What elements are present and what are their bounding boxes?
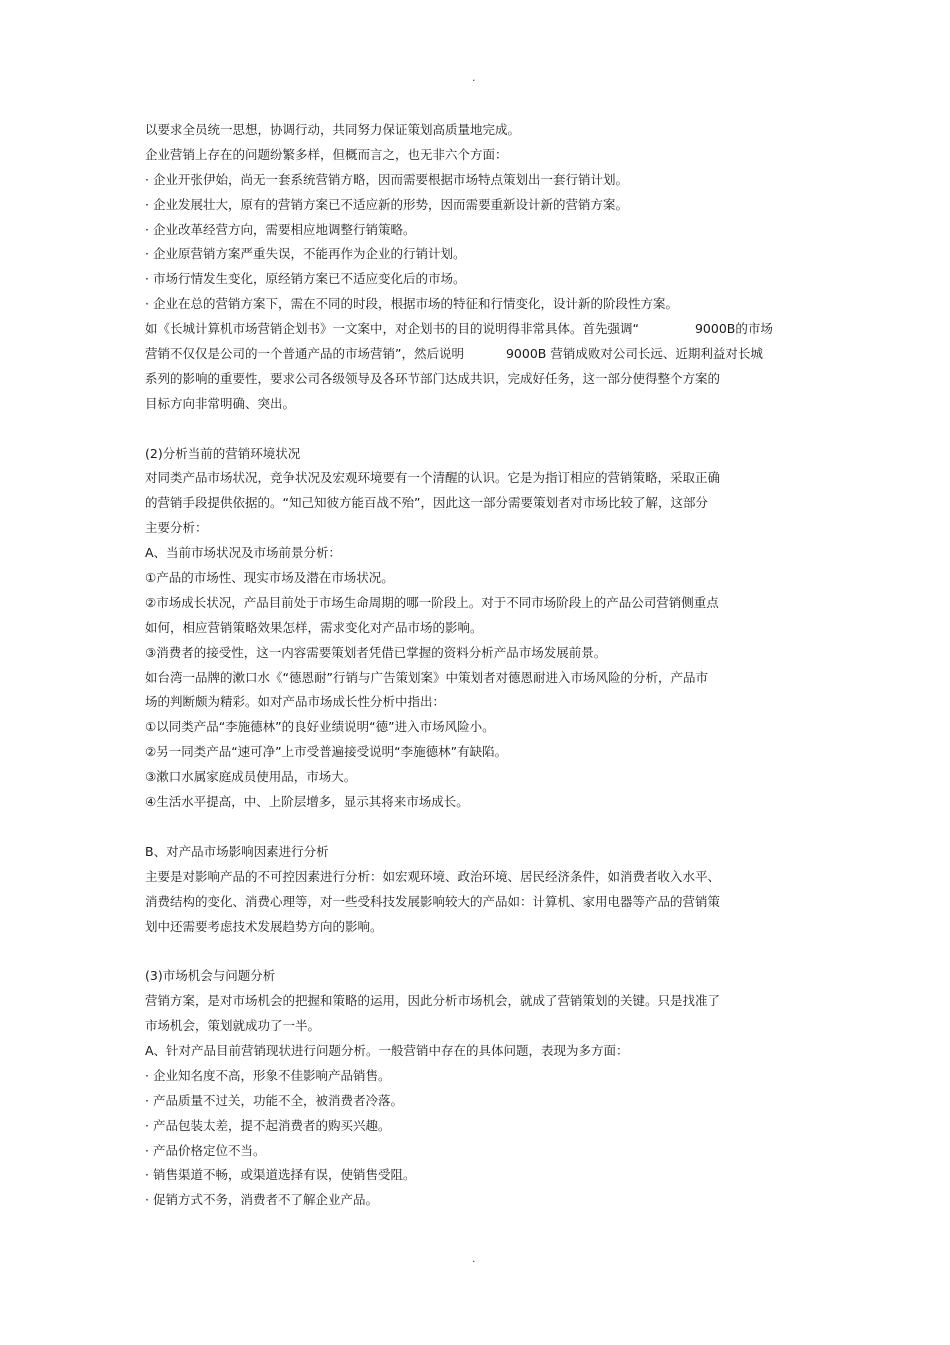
- paragraph-line: [145, 342, 825, 367]
- numbered-item: ①产品的市场性、现实市场及潜在市场状况。: [145, 570, 394, 586]
- numbered-item: ③漱口水属家庭成员使用品，市场大。: [145, 769, 357, 785]
- numbered-item: ④生活水平提高，中、上阶层增多，显示其将来市场成长。: [145, 794, 469, 810]
- numbered-item: ②市场成长状况，产品目前处于市场生命周期的哪一阶段上。对于不同市场阶段上的产品公司营销侧重点: [145, 594, 719, 610]
- bullet-item: · 企业知名度不高，形象不佳影响产品销售。: [145, 1067, 391, 1083]
- paragraph-line: 场的判断颇为精彩。如对产品市场成长性分析中指出：: [145, 694, 446, 710]
- subsection-heading: A、针对产品目前营销现状进行问题分析。一般营销中存在的具体问题，表现为多方面：: [145, 1042, 629, 1058]
- paragraph-line: 目标方向非常明确、突出。: [145, 395, 296, 411]
- bullet-item: · 促销方式不务，消费者不了解企业产品。: [145, 1192, 378, 1208]
- bullet-item: · 企业开张伊始，尚无一套系统营销方略，因而需要根据市场特点策划出一套行销计划。: [145, 171, 628, 187]
- paragraph-line: [145, 317, 825, 342]
- subsection-heading: A、当前市场状况及市场前景分析：: [145, 545, 342, 561]
- bullet-item: · 产品质量不过关，功能不全，被消费者冷落。: [145, 1092, 403, 1108]
- numbered-item: ②另一同类产品“速可净”上市受普遍接受说明“李施德林”有缺陷。: [145, 744, 508, 760]
- paragraph-line: 的营销手段提供依据的。“知己知彼方能百战不殆”，因此这一部分需要策划者对市场比较了解，这部分: [145, 495, 708, 511]
- text-segment: 营销不仅仅是公司的一个普通产品的市场营销”，然后说明: [145, 346, 464, 362]
- text-segment: 如《长城计算机市场营销企划书》一文案中，对企划书的目的说明得非常具体。首先强调“: [145, 321, 639, 337]
- header-mark: ·: [472, 74, 476, 87]
- document-body: [145, 118, 825, 1213]
- paragraph-line: 以要求全员统一思想，协调行动，共同努力保证策划高质量地完成。: [145, 122, 521, 137]
- bullet-item: · 市场行情发生变化，原经销方案已不适应变化后的市场。: [145, 271, 466, 287]
- paragraph-line: 主要是对影响产品的不可控因素进行分析：如宏观环境、政治环境、居民经济条件，如消费者收入水平、: [145, 868, 721, 884]
- bullet-item: · 产品价格定位不当。: [145, 1142, 266, 1158]
- bullet-item: · 销售渠道不畅，或渠道选择有误，使销售受阻。: [145, 1167, 416, 1183]
- bullet-item: · 企业原营销方案严重失误，不能再作为企业的行销计划。: [145, 246, 466, 262]
- section-heading: (2)分析当前的营销环境状况: [145, 445, 301, 461]
- numbered-item: ①以同类产品“李施德林”的良好业绩说明“德”进入市场风险小。: [145, 719, 495, 735]
- footer-mark: ·: [472, 1255, 476, 1268]
- paragraph-line: 消费结构的变化、消费心理等，对一些受科技发展影响较大的产品如：计算机、家用电器等产品的营销策: [145, 893, 721, 909]
- paragraph-line: 如何，相应营销策略效果怎样，需求变化对产品市场的影响。: [145, 619, 483, 635]
- section-heading: (3)市场机会与问题分析: [145, 968, 276, 984]
- subsection-heading: B、对产品市场影响因素进行分析: [145, 843, 329, 859]
- paragraph-line: 营销方案，是对市场机会的把握和策略的运用，因此分析市场机会，就成了营销策划的关键。只是找准了: [145, 993, 721, 1009]
- paragraph-line: 主要分析：: [145, 520, 208, 536]
- paragraph-line: 划中还需要考虑技术发展趋势方向的影响。: [145, 918, 383, 934]
- bullet-item: · 企业在总的营销方案下，需在不同的时段，根据市场的特征和行情变化，设计新的阶段性方案。: [145, 296, 678, 312]
- bullet-item: · 企业改革经营方向，需要相应地调整行销策略。: [145, 221, 416, 237]
- numbered-item: ③消费者的接受性，这一内容需要策划者凭借已掌握的资料分析产品市场发展前景。: [145, 644, 607, 660]
- text-segment: 9000B的市场: [694, 321, 773, 337]
- paragraph-line: 对同类产品市场状况，竞争状况及宏观环境要有一个清醒的认识。它是为指订相应的营销策略，采取正确: [145, 470, 721, 486]
- bullet-item: · 企业发展壮大，原有的营销方案已不适应新的形势，因而需要重新设计新的营销方案。: [145, 196, 628, 212]
- paragraph-line: 系列的影响的重要性，要求公司各级领导及各环节部门达成共识，完成好任务，这一部分使得整个方案的: [145, 370, 721, 386]
- bullet-item: · 产品包装太差，提不起消费者的购买兴趣。: [145, 1117, 391, 1133]
- paragraph-line: 市场机会，策划就成功了一半。: [145, 1018, 321, 1034]
- paragraph-line: 如台湾一品牌的漱口水《“德恩耐”行销与广告策划案》中策划者对德恩耐进入市场风险的分析，产品市: [145, 669, 708, 685]
- paragraph-line: 企业营销上存在的问题纷繁多样，但概而言之，也无非六个方面：: [145, 146, 508, 162]
- text-segment: 9000B 营销成败对公司长远、近期利益对长城: [505, 346, 763, 362]
